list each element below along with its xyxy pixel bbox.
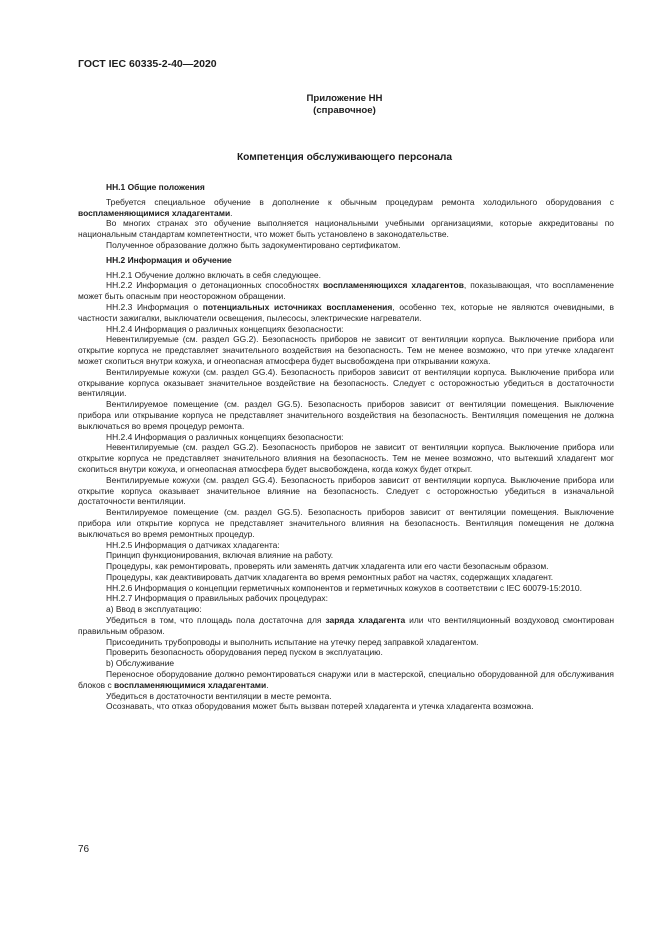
section-heading-hh1: НН.1 Общие положения — [106, 182, 205, 192]
paragraph: Процедуры, как деактивировать датчик хладагента во время ремонтных работ на частях, содержащих хладагент. — [106, 571, 554, 582]
paragraph: Принцип функционирования, включая влияние на работу. — [106, 550, 334, 561]
document-body — [78, 182, 614, 712]
paragraph: НН.2.3 Информация о потенциальных источниках воспламенения, особенно тех, которые не являются очевидными, в частности зажигалки, выключатели освещения, пылесосы, электрические нагреватели. — [78, 301, 615, 323]
paragraph: НН.2.7 Информация о правильных рабочих процедурах: — [106, 593, 328, 604]
paragraph: Проверить безопасность оборудования перед пуском в эксплуатацию. — [106, 647, 383, 658]
appendix-heading — [0, 93, 661, 117]
paragraph: Процедуры, как ремонтировать, проверять или заменять датчик хладагента или его части безопасным образом. — [106, 561, 549, 572]
paragraph: Присоединить трубопроводы и выполнить испытание на утечку перед заправкой хладагентом. — [106, 636, 479, 647]
paragraph: Во многих странах это обучение выполняется национальными учебными организациями, которые аккредитованы по национальным стандартам компетентности, что может быть установлено в законодательстве. — [78, 218, 614, 240]
paragraph: Требуется специальное обучение в дополнение к обычным процедурам ремонта холодильного оборудования с воспламеняющимися хладагентами. — [78, 196, 614, 218]
paragraph: Полученное образование должно быть задокументировано сертификатом. — [106, 239, 401, 250]
paragraph: НН.2.1 Обучение должно включать в себя следующее. — [106, 269, 321, 280]
paragraph: Вентилируемое помещение (см. раздел GG.5). Безопасность приборов зависит от вентиляции помещения. Выключение прибора или открытие корпуса не представляет значительного влияния на безопасность. Вентиляция помещения не должна выключаться во время ремонтных процедур. — [78, 507, 614, 539]
paragraph: НН.2.4 Информация о различных концепциях безопасности: — [106, 323, 344, 334]
paragraph: Осознавать, что отказ оборудования может быть вызван потерей хладагента и утечка хладагента возможна. — [106, 701, 534, 712]
page-number: 76 — [78, 844, 90, 855]
paragraph: Невентилируемые (см. раздел GG.2). Безопасность приборов не зависит от вентиляции корпуса. Выключение прибора или открытие корпуса не представляет значительного воздействия на безопасность. Тем не менее возможно, что при утечке хладагент может скопиться внутри кожуха, и огнеопасная атмосфера будет высвобождена при открывании кожуха. — [78, 334, 614, 366]
paragraph: Вентилируемые кожухи (см. раздел GG.4). Безопасность приборов зависит от вентиляции корпуса. Выключение прибора или открытие корпуса оказывает значительное влияние на безопасность. Следует с осторожностью убедиться в изначальной достаточности вентиляции. — [78, 474, 614, 507]
paragraph: НН.2.5 Информация о датчиках хладагента: — [106, 539, 280, 550]
paragraph: Убедиться в том, что площадь пола достаточна для заряда хладагента или что вентиляционный воздуховод смонтирован правильным образом. — [78, 615, 614, 636]
paragraph: Переносное оборудование должно ремонтироваться снаружи или в мастерской, специально оборудованной для обслуживания блоков с воспламеняющимися хладагентами. — [78, 669, 614, 690]
paragraph: Вентилируемое помещение (см. раздел GG.5). Безопасность приборов зависит от вентиляции помещения. Выключение прибора или открывание корпуса не представляет значительного воздействия на безопасность. Вентиляция помещения не должна выключаться во время процедур ремонта. — [78, 399, 614, 431]
paragraph: Убедиться в достаточности вентиляции в месте ремонта. — [106, 690, 332, 701]
paragraph: НН.2.6 Информация о концепции герметичных компонентов и герметичных кожухов в соответствии с IEC 60079-15:2010. — [106, 582, 582, 593]
paragraph: НН.2.2 Информация о детонационных способностях воспламеняющихся хладагентов, показывающая, что воспламенение может быть опасным при неосторожном обращении. — [78, 280, 615, 302]
paragraph: Невентилируемые (см. раздел GG.2). Безопасность приборов не зависит от вентиляции корпуса. Выключение прибора или открытие корпуса не представляет значительного влияния на безопасность. Тем не менее возможно, что вытекший хладагент мог скопиться внутри кожуха, и огнеопасная атмосфера будет высвобождена, когда кожух будет открыт. — [78, 442, 614, 474]
paragraph: Вентилируемые кожухи (см. раздел GG.4). Безопасность приборов зависит от вентиляции корпуса. Выключение прибора или открывание корпуса оказывает значительное воздействие на безопасность. Следует с осторожностью убедиться в достаточности вентиляции. — [78, 366, 614, 399]
page-title: Компетенция обслуживающего персонала — [236, 152, 453, 163]
paragraph: НН.2.4 Информация о различных концепциях безопасности: — [106, 431, 344, 442]
appendix-type: (справочное) — [313, 105, 376, 116]
document-code: ГОСТ IEC 60335-2-40—2020 — [78, 58, 217, 70]
section-heading-hh2: НН.2 Информация и обучение — [106, 254, 232, 265]
list-item: а) Ввод в эксплуатацию: — [106, 604, 202, 615]
appendix-title: Приложение НН — [306, 93, 383, 104]
list-item: b) Обслуживание — [106, 658, 175, 669]
